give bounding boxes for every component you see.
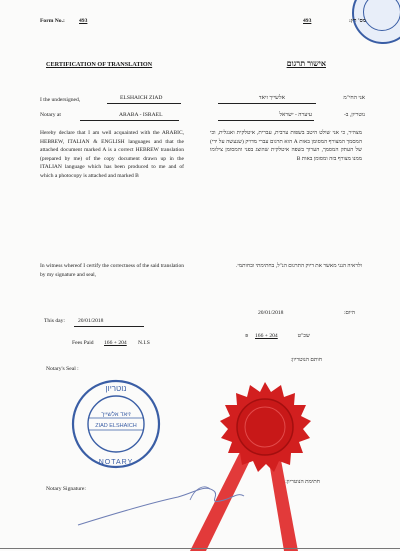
notary-signature-label-he: חתימת הנוטריון:: [285, 479, 320, 485]
declaration-text-he: מצהיר, כי אני שולט היטב בשפות ערבית, עברית, איטלקית ואנגלית, וכי המסמך המצורף המסומן באות A הוא תרגום עברי מדויק (שנעשה על ידי) של העתק המסמך, הערוך בשפה איטלקית שהוצג בפני והמסומן צילומו ממנו מצורף בזה ומסומן באות B: [210, 130, 362, 163]
day-label: This day:: [44, 318, 65, 324]
notary-label: Notary at: [40, 112, 61, 118]
form-number: 493: [79, 18, 88, 24]
fees-label-he: שכ"ט: [297, 333, 310, 339]
declaration-text: Hereby declare that I am well acquainted with the ARABIC, HEBREW, ITALIAN & ENGLISH languages and that the attached document marked A is a correct HEBREW translation (prepared by me) of the copy document drawn up in the ITALIAN language which has been produced to me and of which a photocopy is attached and marked B: [40, 130, 184, 179]
undersigned-name-he: אלשייך זיאד: [258, 95, 285, 101]
witness-text: In witness whereof I certify the correctness of the said translation by my signature and seal,: [40, 263, 184, 278]
fees-label: Fees Paid: [72, 340, 94, 346]
stamp-name-he: זיאד אלשייך: [101, 412, 131, 418]
undersigned-label: I the undersigned,: [40, 97, 81, 103]
form-label-he: מס' רץ:: [349, 18, 366, 24]
witness-text-he: ולראיה הנני מאשר את דיוק התרגום הנ"ל, בחתימתי ובחותמי.: [236, 263, 362, 269]
fees-unit: N.I.S: [138, 340, 150, 346]
form-label: Form No.:: [40, 18, 65, 24]
undersigned-name: ELSHAICH ZIAD: [120, 95, 163, 101]
stamp-word-he: נוטריון: [105, 384, 127, 393]
notary-label-he: נוטריון, ב-: [343, 112, 365, 118]
fees-value: 166 + 204: [104, 340, 127, 346]
stamp-word-en: NOTARY: [98, 459, 134, 466]
form-number-he: 493: [303, 18, 312, 24]
undersigned-label-he: אני החי"מ: [343, 95, 365, 101]
fees-value-he: 166 + 204: [255, 333, 278, 339]
notary-place-he: עיערה - ישראל: [279, 112, 312, 118]
stamp-name-en: ZIAD ELSHAICH: [95, 423, 137, 429]
day-label-he: היום:: [343, 310, 355, 316]
day-value: 20/01/2018: [78, 318, 104, 324]
notary-seal-label: Notary's Seal :: [46, 366, 79, 372]
notary-signature-label: Notary Signature:: [46, 486, 86, 492]
day-value-he: 20/01/2018: [258, 310, 284, 316]
notary-place: ARABA - ISRAEL: [119, 112, 163, 118]
notary-seal-label-he: חותם הנוטריון:: [290, 357, 322, 363]
title-english: CERTIFICATION OF TRANSLATION: [46, 61, 153, 68]
title-hebrew: אישור תרגום: [286, 59, 326, 68]
fees-unit-he: ₪: [245, 333, 249, 339]
bottom-separator: [0, 548, 400, 549]
